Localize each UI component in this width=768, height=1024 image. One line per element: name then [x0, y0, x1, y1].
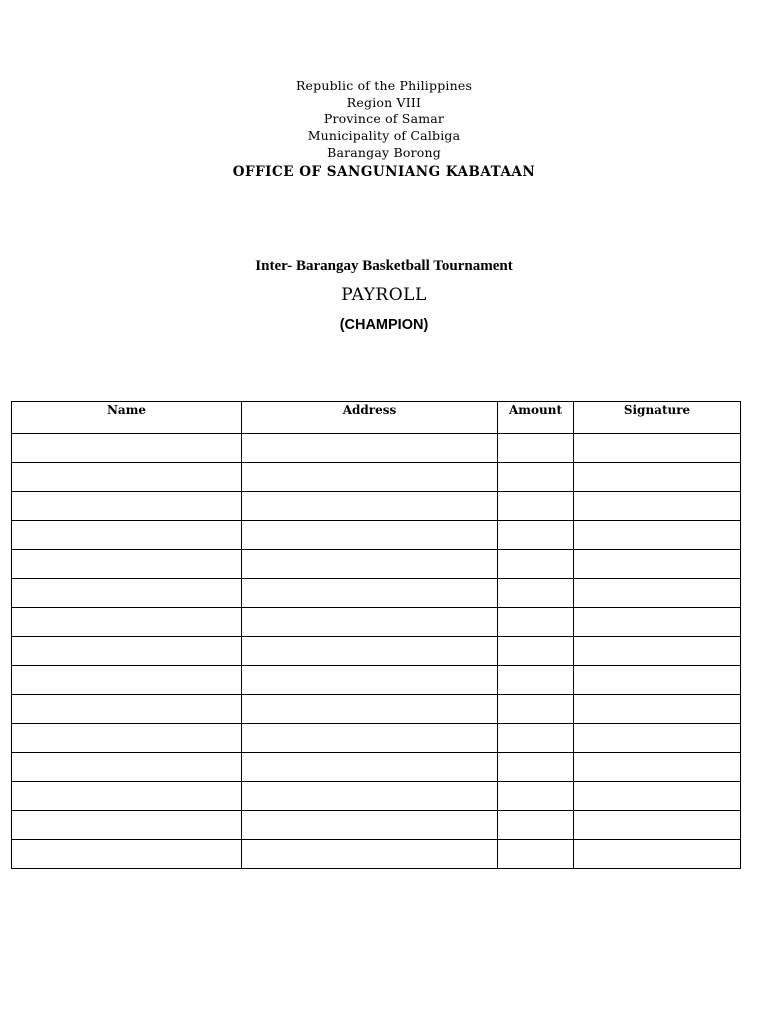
amount-cell — [498, 811, 574, 840]
amount-cell — [498, 666, 574, 695]
header-barangay: Barangay Borong — [327, 144, 441, 160]
signature-cell — [574, 608, 741, 637]
table-row — [12, 811, 741, 840]
name-cell — [12, 492, 242, 521]
table-body — [12, 434, 741, 869]
column-header-name: Name — [12, 402, 242, 434]
table-row — [12, 782, 741, 811]
signature-cell — [574, 840, 741, 869]
office-title: OFFICE OF SANGUNIANG KABATAAN — [232, 163, 536, 180]
name-cell — [12, 724, 242, 753]
document-title: PAYROLL — [341, 285, 427, 305]
address-cell — [242, 840, 498, 869]
signature-cell — [574, 695, 741, 724]
signature-cell — [574, 463, 741, 492]
table-row — [12, 434, 741, 463]
name-cell — [12, 521, 242, 550]
address-cell — [242, 492, 498, 521]
amount-cell — [498, 463, 574, 492]
amount-cell — [498, 840, 574, 869]
name-cell — [12, 637, 242, 666]
address-cell — [242, 695, 498, 724]
amount-cell — [498, 550, 574, 579]
address-cell — [242, 434, 498, 463]
name-cell — [12, 811, 242, 840]
address-cell — [242, 521, 498, 550]
amount-cell — [498, 492, 574, 521]
address-cell — [242, 811, 498, 840]
address-cell — [242, 637, 498, 666]
address-cell — [242, 724, 498, 753]
header-province: Province of Samar — [323, 111, 445, 127]
signature-cell — [574, 550, 741, 579]
table-row — [12, 550, 741, 579]
signature-cell — [574, 666, 741, 695]
amount-cell — [498, 637, 574, 666]
address-cell — [242, 463, 498, 492]
column-header-address: Address — [242, 402, 498, 434]
name-cell — [12, 579, 242, 608]
amount-cell — [498, 521, 574, 550]
table-row — [12, 608, 741, 637]
payroll-table — [11, 401, 741, 869]
signature-cell — [574, 579, 741, 608]
signature-cell — [574, 753, 741, 782]
table-row — [12, 753, 741, 782]
address-cell — [242, 782, 498, 811]
address-cell — [242, 550, 498, 579]
table-row — [12, 579, 741, 608]
name-cell — [12, 608, 242, 637]
table-row — [12, 521, 741, 550]
column-header-amount: Amount — [498, 402, 574, 434]
amount-cell — [498, 608, 574, 637]
letterhead — [0, 78, 768, 181]
address-cell — [242, 753, 498, 782]
header-municipality: Municipality of Calbiga — [307, 128, 461, 144]
name-cell — [12, 434, 242, 463]
signature-cell — [574, 637, 741, 666]
table-row — [12, 840, 741, 869]
name-cell — [12, 695, 242, 724]
address-cell — [242, 579, 498, 608]
table-row — [12, 695, 741, 724]
amount-cell — [498, 724, 574, 753]
header-country: Republic of the Philippines — [295, 78, 473, 93]
name-cell — [12, 550, 242, 579]
name-cell — [12, 666, 242, 695]
table-row — [12, 666, 741, 695]
name-cell — [12, 782, 242, 811]
name-cell — [12, 840, 242, 869]
event-title: Inter- Barangay Basketball Tournament — [255, 258, 513, 274]
signature-cell — [574, 434, 741, 463]
amount-cell — [498, 753, 574, 782]
table-row — [12, 463, 741, 492]
signature-cell — [574, 811, 741, 840]
category-label: (CHAMPION) — [339, 317, 429, 333]
name-cell — [12, 753, 242, 782]
signature-cell — [574, 724, 741, 753]
column-header-signature: Signature — [574, 402, 741, 434]
table-row — [12, 492, 741, 521]
address-cell — [242, 608, 498, 637]
table-row — [12, 637, 741, 666]
address-cell — [242, 666, 498, 695]
amount-cell — [498, 579, 574, 608]
amount-cell — [498, 695, 574, 724]
amount-cell — [498, 434, 574, 463]
name-cell — [12, 463, 242, 492]
table-row — [12, 724, 741, 753]
signature-cell — [574, 782, 741, 811]
signature-cell — [574, 521, 741, 550]
amount-cell — [498, 782, 574, 811]
table-header-row — [12, 402, 741, 434]
signature-cell — [574, 492, 741, 521]
header-region: Region VIII — [346, 94, 422, 110]
